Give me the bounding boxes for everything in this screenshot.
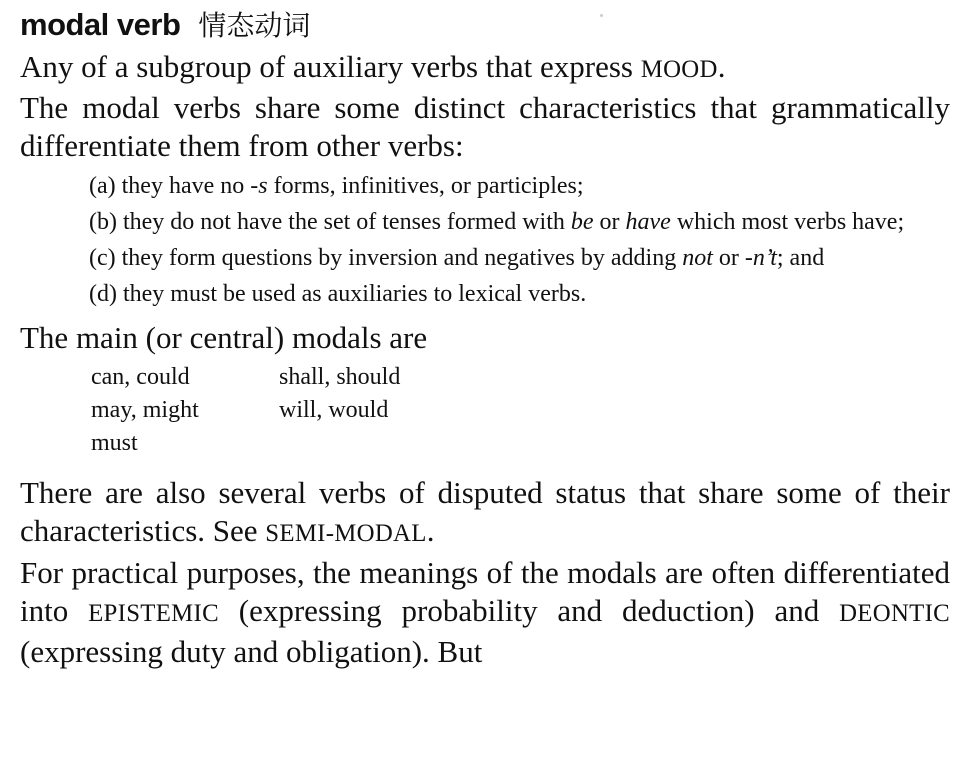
- table-cell: must: [91, 430, 138, 456]
- meanings-paragraph: For practical purposes, the meanings of the modals are often differentiated into EPISTEMIC (expressing probability and deduction) and DEONTIC (expressing duty and obligation). But: [20, 555, 950, 669]
- characteristics-list: [89, 169, 950, 311]
- table-row: [91, 361, 400, 394]
- definition: Any of a subgroup of auxiliary verbs that express MOOD.: [20, 49, 726, 84]
- list-item: (b) they do not have the set of tenses formed with be or have which most verbs have;: [89, 209, 905, 235]
- table-row: [91, 394, 400, 427]
- cross-reference-epistemic[interactable]: EPISTEMIC: [88, 600, 219, 627]
- main-modals-heading: The main (or central) modals are: [20, 320, 428, 355]
- cross-reference-mood[interactable]: MOOD: [640, 56, 718, 83]
- list-marker: (d): [89, 281, 117, 307]
- entry-heading: [20, 2, 950, 48]
- cross-reference-deontic[interactable]: DEONTIC: [839, 600, 950, 627]
- table-row: [91, 427, 400, 460]
- semi-modal-paragraph: There are also several verbs of disputed status that share some of their characteristics. See SEMI-MODAL.: [20, 475, 950, 548]
- modals-table: [91, 361, 400, 460]
- list-item: (c) they form questions by inversion and negatives by adding not or -n’t; and: [89, 245, 825, 271]
- table-cell: will, would: [279, 397, 389, 423]
- table-cell: [279, 427, 400, 460]
- headword: modal verb: [20, 7, 181, 42]
- list-marker: (a): [89, 173, 116, 199]
- list-item: (a) they have no -s forms, infinitives, or participles;: [89, 173, 584, 199]
- headword-chinese: 情态动词: [198, 9, 311, 42]
- table-cell: shall, should: [279, 364, 401, 390]
- list-item: (d) they must be used as auxiliaries to lexical verbs.: [89, 281, 587, 307]
- list-marker: (b): [89, 209, 117, 235]
- list-marker: (c): [89, 245, 116, 271]
- intro-paragraph: The modal verbs share some distinct characteristics that grammatically differentiate them from other verbs:: [20, 90, 950, 163]
- cross-reference-semi-modal[interactable]: SEMI-MODAL: [265, 520, 427, 547]
- table-cell: can, could: [91, 364, 190, 390]
- table-cell: may, might: [91, 397, 199, 423]
- dictionary-entry: [20, 0, 950, 671]
